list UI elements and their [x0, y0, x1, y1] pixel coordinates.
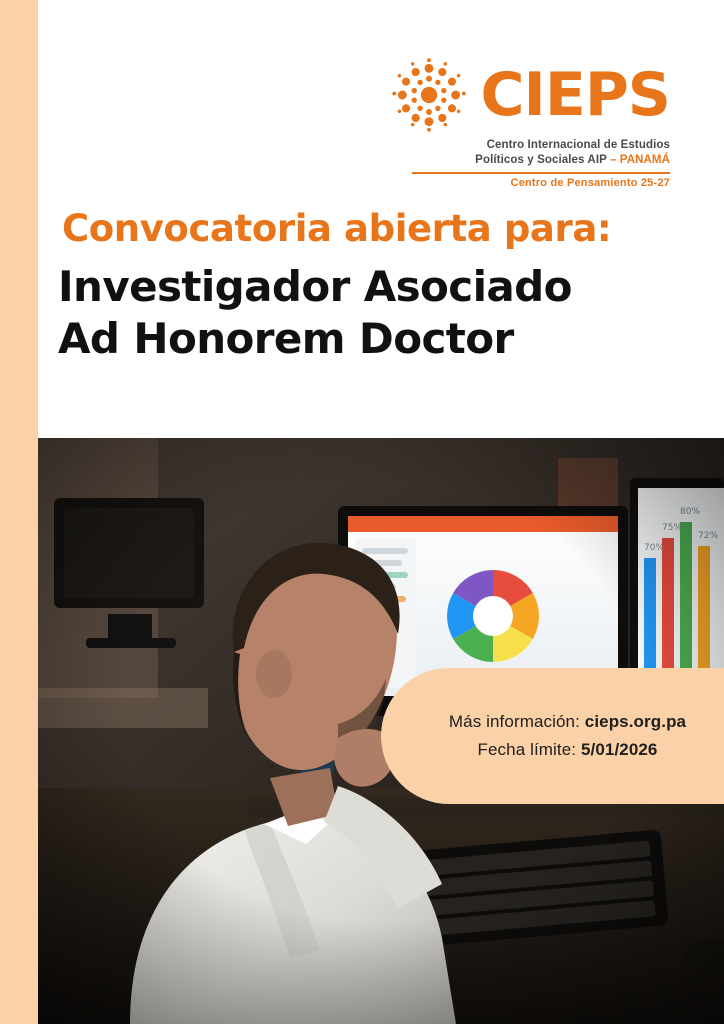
brand-subtitle-line2-prefix: Políticos y Sociales AIP: [475, 154, 610, 167]
deadline-line: [478, 740, 658, 760]
brand-subtitle: [400, 138, 670, 168]
brand-subtitle-line1: Centro Internacional de Estudios: [486, 139, 670, 151]
kicker-text: Convocatoria abierta para:: [62, 207, 612, 250]
logo-row: [400, 58, 670, 132]
cieps-radial-dots-logo-icon: [392, 58, 466, 132]
brand-logo-block: [400, 58, 670, 190]
title-block: [58, 208, 678, 366]
logo-divider: [412, 172, 670, 174]
brand-tagline: Centro de Pensamiento 25-27: [510, 177, 670, 190]
deadline-value: 5/01/2026: [580, 740, 658, 759]
left-accent-band: [0, 0, 38, 1024]
brand-subtitle-line2: [400, 153, 670, 168]
info-pill: [381, 668, 724, 804]
more-info-label: Más información:: [448, 712, 580, 731]
brand-wordmark: CIEPS: [480, 60, 670, 130]
deadline-label: Fecha límite:: [477, 740, 577, 759]
more-info-line: [449, 712, 686, 732]
more-info-value[interactable]: cieps.org.pa: [584, 712, 687, 731]
page-title: Investigador Asociado Ad Honorem Doctor: [58, 261, 572, 364]
brand-subtitle-line2-accent: – PANAMÁ: [609, 154, 670, 167]
